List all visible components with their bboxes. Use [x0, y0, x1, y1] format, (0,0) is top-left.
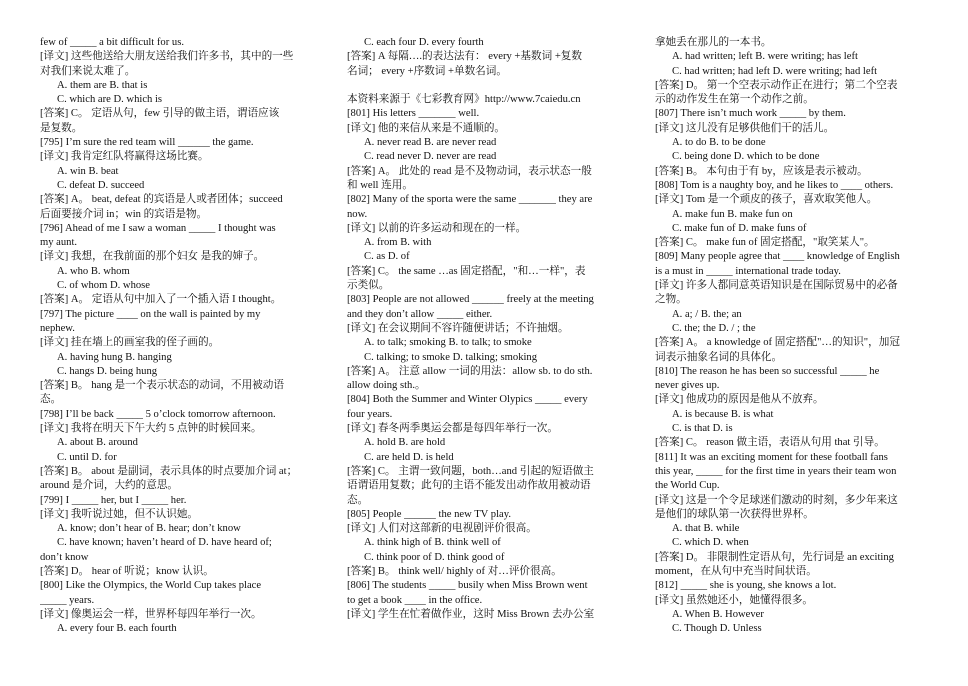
text-line: [译文] 在会议期间不容许随便讲话；不许抽烟。	[347, 322, 569, 334]
text-line: [803] People are not allowed ______ freely at the meeting	[347, 294, 594, 306]
option-line: C. talking; to smoke D. talking; smoking	[364, 351, 538, 363]
option-line: A. that B. while	[672, 523, 740, 535]
text-line: [译文] 这些他送给大朋友送给我们许多书，其中的一些	[40, 51, 294, 63]
option-line: A. a; / B. the; an	[672, 308, 742, 320]
text-line: 是他们的球队第一次获得世界杯。	[655, 508, 814, 520]
option-line: C. hangs D. being hung	[57, 365, 158, 377]
option-line: A. to do B. to be done	[672, 137, 766, 149]
text-line: [805] People ______ the new TV play.	[347, 508, 511, 520]
option-line: C. had written; had left D. were writing; had left	[672, 65, 878, 77]
text-line: [译文] 春冬两季奥运会都是每四年举行一次。	[347, 423, 558, 435]
option-line: C. make fun of D. make funs of	[672, 222, 807, 234]
text-line: [译文] 以前的许多运动和现在的一样。	[347, 222, 527, 234]
text-line: 词表示抽象名词的具体化。	[655, 351, 783, 363]
text-line: [答案] A。 beat, defeat 的宾语是人或者团体；succeed	[40, 194, 283, 206]
text-line: 和 well 连用。	[347, 179, 413, 191]
text-line: 态。	[40, 394, 62, 406]
option-line: C. think poor of D. think good of	[364, 551, 505, 563]
text-line: [译文] Tom 是一个顽皮的孩子，喜欢取笑他人。	[655, 194, 878, 206]
option-line: C. Though D. Unless	[672, 623, 762, 635]
option-line: C. are held D. is held	[364, 451, 454, 463]
option-line: A. having hung B. hanging	[57, 351, 172, 363]
option-line: C. which are D. which is	[57, 94, 163, 106]
text-line: [译文] 学生在忙着做作业，这时 Miss Brown 去办公室	[347, 608, 595, 620]
text-line: 语谓语用复数；此句的主语不能发出动作故用被动语	[347, 480, 591, 492]
option-line: A. hold B. are hold	[364, 437, 446, 449]
text-line: [答案] C。 定语从句，few 引导的做主语，谓语应该	[40, 108, 280, 120]
text-line: [答案] B。 about 是副词，表示具体的时点要加介词 at；	[40, 465, 298, 477]
option-line: C. read never D. never are read	[364, 151, 497, 163]
option-line: C. defeat D. succeed	[57, 179, 145, 191]
option-line: A. about B. around	[57, 437, 138, 449]
text-line: four years.	[347, 408, 393, 420]
text-line: 拿她丢在那儿的一本书。	[655, 37, 772, 48]
option-line: A. every four B. each fourth	[57, 623, 177, 635]
text-line: now.	[347, 208, 368, 220]
text-line: don’t know	[40, 551, 89, 563]
option-line: A. make fun B. make fun on	[672, 208, 793, 220]
text-line: this year, _____ for the first time in years their team won	[655, 465, 897, 477]
text-line: [译文] 我听说过她，但不认识她。	[40, 508, 199, 520]
text-line: [796] Ahead of me I saw a woman _____ I thought was	[40, 222, 276, 234]
text-line: [译文] 这儿没有足够供他们干的活儿。	[655, 122, 835, 134]
text-line: [译文] 虽然她还小，她懂得很多。	[655, 594, 814, 606]
text-line: [译文] 人们对这部新的电视剧评价很高。	[347, 523, 537, 535]
option-line: A. win B. beat	[57, 165, 119, 177]
text-line: few of _____ a bit difficult for us.	[40, 37, 184, 48]
text-line: [811] It was an exciting moment for these football fans	[655, 451, 888, 463]
column-2	[347, 36, 629, 622]
text-line: [答案] B。 本句由于有 by，应该是表示被动。	[655, 165, 868, 177]
option-line: A. to talk; smoking B. to talk; to smoke	[364, 337, 532, 349]
text-line: never gives up.	[655, 380, 720, 392]
text-line: 本资料来源于《七彩教育网》http://www.7caiedu.cn	[347, 94, 581, 106]
text-line: [812] _____ she is young, she knows a lot.	[655, 580, 837, 592]
text-line: around 是介词，大约的意思。	[40, 480, 179, 492]
option-line: A. When B. However	[672, 608, 764, 620]
option-line: C. the; the D. / ; the	[672, 322, 756, 334]
text-line: [答案] D。 非限制性定语从句，先行词是 an exciting	[655, 551, 894, 563]
column-1	[40, 36, 318, 636]
text-line: [译文] 挂在墙上的画室我的侄子画的。	[40, 337, 220, 349]
text-line: [答案] B。 think well/ highly of 对…评价很高。	[347, 565, 562, 577]
text-line: is a must in _____ international trade today.	[655, 265, 841, 277]
text-line: [801] His letters _______ well.	[347, 108, 480, 120]
option-line: A. them are B. that is	[57, 79, 148, 91]
text-line: to get a book ____ in the office.	[347, 594, 483, 606]
text-line: [797] The picture ____ on the wall is painted by my	[40, 308, 261, 320]
column-3	[655, 36, 937, 636]
option-line: C. which D. when	[672, 537, 749, 549]
text-line	[347, 79, 629, 93]
text-line: [806] The students _____ busily when Miss Brown went	[347, 580, 588, 592]
option-line: C. until D. for	[57, 451, 117, 463]
option-line: A. had written; left B. were writing; has left	[672, 51, 858, 63]
option-line: C. is that D. is	[672, 423, 733, 435]
option-line: A. is because B. is what	[672, 408, 774, 420]
text-line: 后面要接介词 in；win 的宾语是物。	[40, 208, 208, 220]
text-line: _____ years.	[40, 594, 95, 606]
text-line: 态。	[347, 494, 369, 506]
text-line: [译文] 他的来信从来是不通顺的。	[347, 122, 506, 134]
text-line: and they don’t allow _____ either.	[347, 308, 493, 320]
text-line: [795] I’m sure the red team will ______ the game.	[40, 137, 254, 149]
option-line: A. never read B. are never read	[364, 137, 497, 149]
text-line: 对我们来说太难了。	[40, 65, 136, 77]
text-line: the World Cup.	[655, 480, 720, 492]
option-line: C. each four D. every fourth	[364, 37, 484, 48]
option-line: C. of whom D. whose	[57, 280, 150, 292]
text-line: [799] I _____ her, but I _____ her.	[40, 494, 187, 506]
text-line: [答案] A。 定语从句中加入了一个插入语 I thought。	[40, 294, 282, 306]
text-line: [答案] A。 此处的 read 是不及物动词，表示状态一般	[347, 165, 592, 177]
text-line: moment，在从句中充当时间状语。	[655, 565, 817, 577]
text-line: 示类似。	[347, 280, 390, 292]
option-line: C. have known; haven’t heard of D. have heard of;	[57, 537, 272, 549]
text-line: [译文] 我将在明天下午大约 5 点钟的时候回来。	[40, 423, 262, 435]
option-line: A. know; don’t hear of B. hear; don’t know	[57, 523, 241, 535]
option-line: A. from B. with	[364, 237, 432, 249]
text-line: [译文] 这是一个令足球迷们激动的时刻，多少年来这	[655, 494, 898, 506]
text-line: [809] Many people agree that ____ knowledge of English	[655, 251, 900, 263]
option-line: A. think high of B. think well of	[364, 537, 501, 549]
text-line: [答案] D。 hear of 听说；know 认识。	[40, 565, 214, 577]
text-line: 是复数。	[40, 122, 83, 134]
text-line: 示的动作发生在第一个动作之前。	[655, 94, 814, 106]
text-line: [答案] C。 主谓一致问题，both…and 引起的短语做主	[347, 465, 594, 477]
text-line: [804] Both the Summer and Winter Olypics _____ every	[347, 394, 588, 406]
text-line: allow doing sth.。	[347, 380, 426, 392]
text-line: [答案] D。 第一个空表示动作正在进行；第二个空表	[655, 79, 898, 91]
text-line: [810] The reason he has been so successful _____ he	[655, 365, 880, 377]
text-line: [译文] 我肯定红队将赢得这场比赛。	[40, 151, 209, 163]
text-line: [答案] A 每隔….的表达法有： every +基数词 +复数	[347, 51, 582, 63]
text-line: [802] Many of the sporta were the same _______ they are	[347, 194, 593, 206]
text-line: 名词； every +序数词 +单数名词。	[347, 65, 507, 77]
option-line: C. being done D. which to be done	[672, 151, 820, 163]
text-line: nephew.	[40, 322, 75, 334]
text-line: [798] I’ll be back _____ 5 o’clock tomorrow afternoon.	[40, 408, 276, 420]
text-line: [答案] A。 a knowledge of 固定搭配"…的知识"，加冠	[655, 337, 900, 349]
option-line: A. who B. whom	[57, 265, 130, 277]
text-line: 之物。	[655, 294, 687, 306]
text-line: [答案] C。 reason 做主语，表语从句用 that 引导。	[655, 437, 885, 449]
text-line: [译文] 他成功的原因是他从不放弃。	[655, 394, 824, 406]
text-line: [答案] C。 the same …as 固定搭配，"和…一样"，表	[347, 265, 586, 277]
text-line: [答案] B。 hang 是一个表示状态的动词，不用被动语	[40, 380, 284, 392]
text-line: [译文] 许多人都同意英语知识是在国际贸易中的必备	[655, 280, 898, 292]
text-line: [答案] C。 make fun of 固定搭配，"取笑某人"。	[655, 237, 875, 249]
text-line: [译文] 像奥运会一样，世界杯每四年举行一次。	[40, 608, 262, 620]
text-line: [800] Like the Olympics, the World Cup takes place	[40, 580, 262, 592]
text-line: my aunt.	[40, 237, 78, 249]
option-line: C. as D. of	[364, 251, 410, 263]
text-line: [译文] 我想，在我前面的那个妇女 是我的婶子。	[40, 251, 265, 263]
text-line: [808] Tom is a naughty boy, and he likes to ____ others.	[655, 179, 894, 191]
text-line: [答案] A。 注意 allow 一词的用法：allow sb. to do sth.	[347, 365, 593, 377]
text-line: [807] There isn’t much work _____ by them.	[655, 108, 846, 120]
